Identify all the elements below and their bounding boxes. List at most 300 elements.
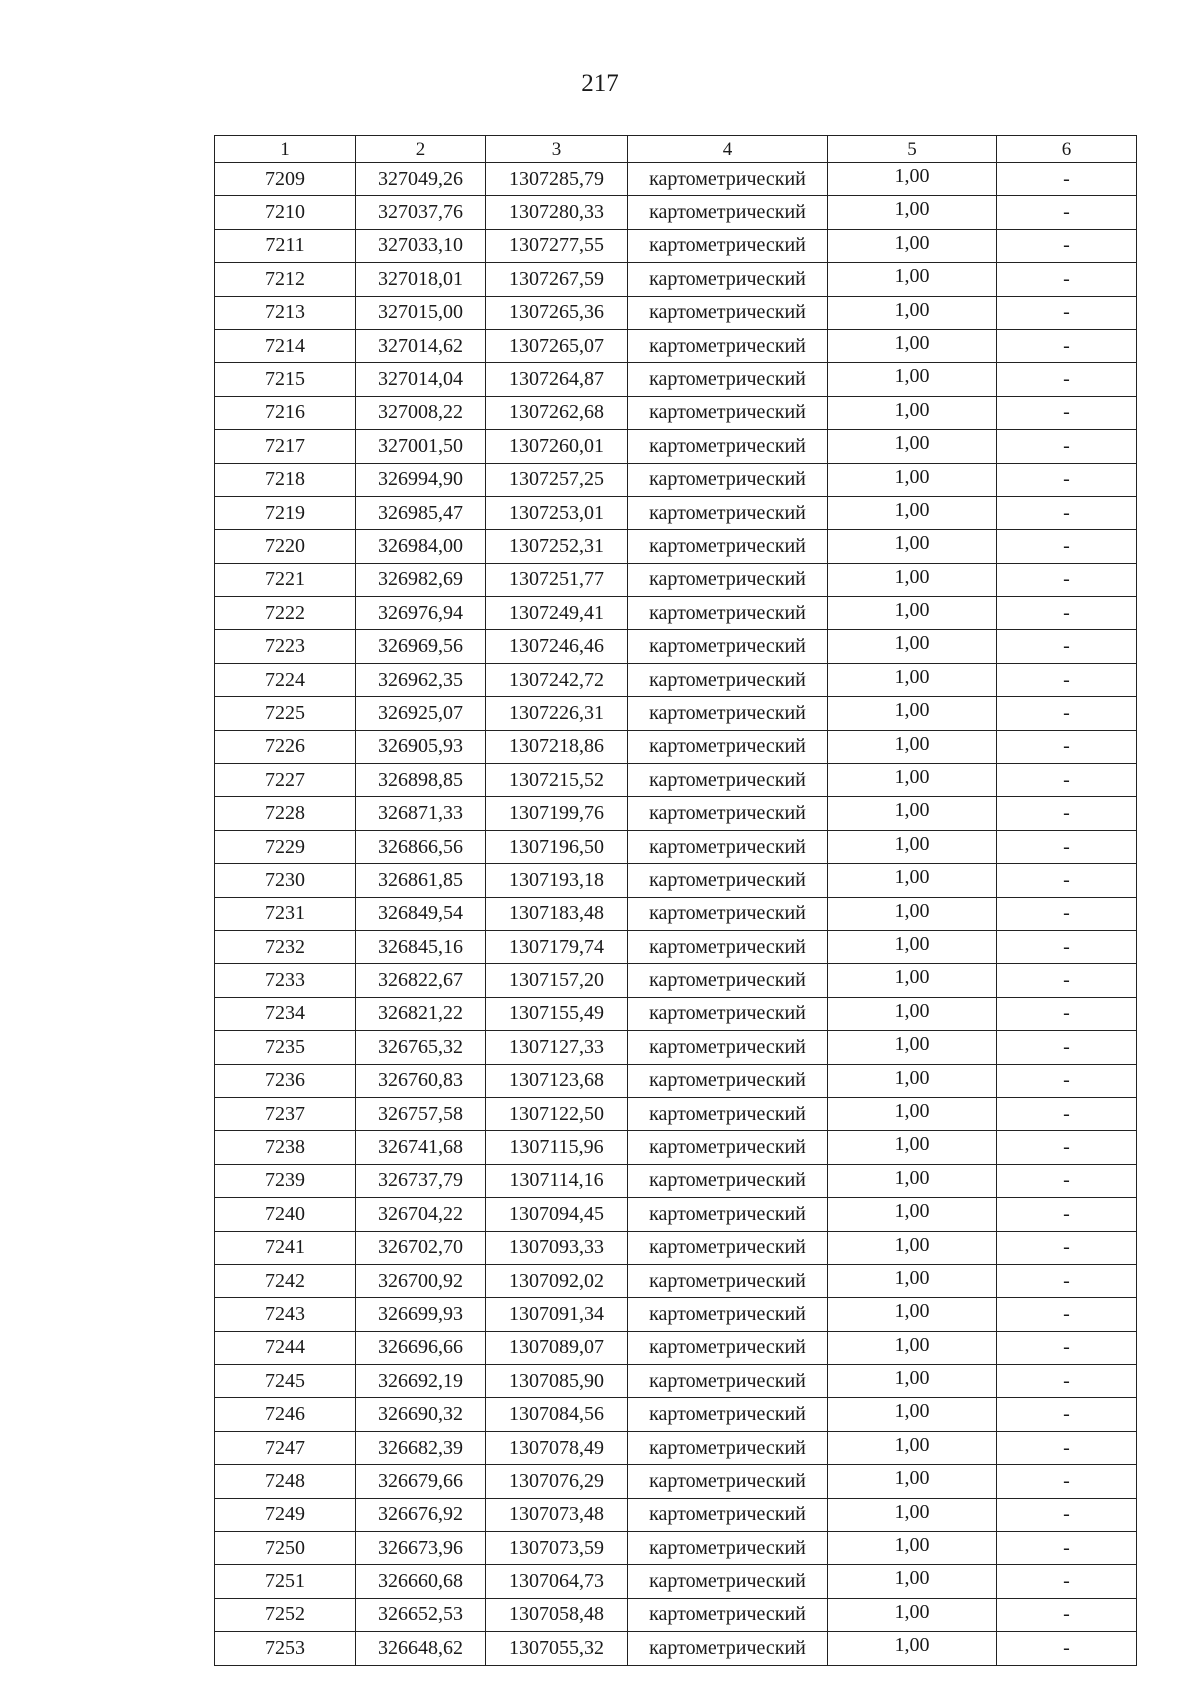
cell-precision: 1,00 [828, 363, 997, 396]
cell-coord-y: 1307196,50 [486, 830, 628, 863]
table-row [215, 1231, 1137, 1264]
cell-coord-x: 326741,68 [356, 1131, 486, 1164]
cell-coord-y: 1307073,59 [486, 1532, 628, 1565]
cell-precision: 1,00 [828, 1632, 997, 1665]
cell-method: картометрический [628, 1598, 828, 1631]
cell-precision: 1,00 [828, 329, 997, 362]
cell-point-number: 7249 [215, 1498, 356, 1531]
cell-coord-y: 1307058,48 [486, 1598, 628, 1631]
cell-precision: 1,00 [828, 1198, 997, 1231]
cell-note: - [997, 229, 1137, 262]
cell-note: - [997, 1598, 1137, 1631]
cell-precision: 1,00 [828, 597, 997, 630]
table-row [215, 697, 1137, 730]
cell-precision: 1,00 [828, 1264, 997, 1297]
table-row [215, 1532, 1137, 1565]
cell-method: картометрический [628, 1198, 828, 1231]
cell-coord-x: 327001,50 [356, 430, 486, 463]
cell-method: картометрический [628, 1231, 828, 1264]
cell-coord-x: 327037,76 [356, 196, 486, 229]
header-col-6: 6 [997, 136, 1137, 163]
table-row [215, 296, 1137, 329]
cell-precision: 1,00 [828, 797, 997, 830]
cell-point-number: 7209 [215, 163, 356, 196]
cell-note: - [997, 597, 1137, 630]
cell-note: - [997, 1264, 1137, 1297]
cell-coord-x: 326898,85 [356, 764, 486, 797]
cell-coord-x: 327049,26 [356, 163, 486, 196]
cell-method: картометрический [628, 1465, 828, 1498]
cell-point-number: 7252 [215, 1598, 356, 1631]
table-row [215, 630, 1137, 663]
cell-method: картометрический [628, 1264, 828, 1297]
cell-coord-x: 326822,67 [356, 964, 486, 997]
cell-coord-x: 326985,47 [356, 496, 486, 529]
cell-note: - [997, 1064, 1137, 1097]
cell-precision: 1,00 [828, 997, 997, 1030]
cell-coord-x: 326765,32 [356, 1031, 486, 1064]
table-row [215, 496, 1137, 529]
header-col-2: 2 [356, 136, 486, 163]
cell-coord-x: 327033,10 [356, 229, 486, 262]
cell-method: картометрический [628, 897, 828, 930]
cell-coord-y: 1307246,46 [486, 630, 628, 663]
table-row [215, 1031, 1137, 1064]
cell-coord-y: 1307114,16 [486, 1164, 628, 1197]
cell-precision: 1,00 [828, 697, 997, 730]
cell-point-number: 7224 [215, 663, 356, 696]
cell-method: картометрический [628, 663, 828, 696]
cell-method: картометрический [628, 229, 828, 262]
cell-coord-y: 1307084,56 [486, 1398, 628, 1431]
cell-coord-x: 327008,22 [356, 396, 486, 429]
cell-precision: 1,00 [828, 830, 997, 863]
table-row [215, 1131, 1137, 1164]
cell-precision: 1,00 [828, 163, 997, 196]
cell-method: картометрический [628, 730, 828, 763]
cell-point-number: 7234 [215, 997, 356, 1030]
cell-coord-y: 1307155,49 [486, 997, 628, 1030]
header-col-4: 4 [628, 136, 828, 163]
cell-precision: 1,00 [828, 1532, 997, 1565]
cell-coord-y: 1307260,01 [486, 430, 628, 463]
cell-point-number: 7223 [215, 630, 356, 663]
cell-note: - [997, 1398, 1137, 1431]
page-number: 217 [581, 70, 619, 97]
table-row [215, 1465, 1137, 1498]
cell-precision: 1,00 [828, 396, 997, 429]
cell-coord-x: 326757,58 [356, 1097, 486, 1130]
header-col-3: 3 [486, 136, 628, 163]
cell-method: картометрический [628, 196, 828, 229]
table-row [215, 1598, 1137, 1631]
cell-precision: 1,00 [828, 1365, 997, 1398]
cell-point-number: 7235 [215, 1031, 356, 1064]
cell-coord-y: 1307064,73 [486, 1565, 628, 1598]
table-row [215, 597, 1137, 630]
cell-note: - [997, 1632, 1137, 1665]
cell-coord-y: 1307252,31 [486, 530, 628, 563]
cell-note: - [997, 797, 1137, 830]
table-row [215, 163, 1137, 196]
cell-note: - [997, 463, 1137, 496]
cell-method: картометрический [628, 630, 828, 663]
table-row [215, 1264, 1137, 1297]
table-row [215, 864, 1137, 897]
cell-note: - [997, 1231, 1137, 1264]
cell-point-number: 7230 [215, 864, 356, 897]
cell-coord-y: 1307183,48 [486, 897, 628, 930]
cell-precision: 1,00 [828, 1064, 997, 1097]
cell-point-number: 7248 [215, 1465, 356, 1498]
cell-point-number: 7227 [215, 764, 356, 797]
cell-point-number: 7253 [215, 1632, 356, 1665]
cell-point-number: 7216 [215, 396, 356, 429]
cell-coord-x: 326760,83 [356, 1064, 486, 1097]
cell-note: - [997, 997, 1137, 1030]
cell-note: - [997, 196, 1137, 229]
coordinates-table [214, 135, 1137, 1666]
cell-coord-x: 326699,93 [356, 1298, 486, 1331]
cell-note: - [997, 697, 1137, 730]
table-row [215, 797, 1137, 830]
cell-coord-x: 326704,22 [356, 1198, 486, 1231]
cell-coord-x: 326696,66 [356, 1331, 486, 1364]
cell-coord-y: 1307193,18 [486, 864, 628, 897]
cell-method: картометрический [628, 296, 828, 329]
cell-precision: 1,00 [828, 530, 997, 563]
cell-coord-x: 326962,35 [356, 663, 486, 696]
cell-point-number: 7241 [215, 1231, 356, 1264]
cell-note: - [997, 1498, 1137, 1531]
cell-point-number: 7222 [215, 597, 356, 630]
cell-point-number: 7237 [215, 1097, 356, 1130]
cell-precision: 1,00 [828, 630, 997, 663]
table-row [215, 430, 1137, 463]
cell-point-number: 7213 [215, 296, 356, 329]
cell-note: - [997, 263, 1137, 296]
table-row [215, 663, 1137, 696]
cell-point-number: 7239 [215, 1164, 356, 1197]
cell-coord-x: 326673,96 [356, 1532, 486, 1565]
table-row [215, 263, 1137, 296]
cell-coord-x: 327014,04 [356, 363, 486, 396]
cell-method: картометрический [628, 1031, 828, 1064]
cell-coord-y: 1307265,07 [486, 329, 628, 362]
cell-coord-x: 327014,62 [356, 329, 486, 362]
cell-point-number: 7215 [215, 363, 356, 396]
cell-method: картометрический [628, 329, 828, 362]
cell-method: картометрический [628, 964, 828, 997]
cell-method: картометрический [628, 1131, 828, 1164]
cell-point-number: 7243 [215, 1298, 356, 1331]
cell-point-number: 7245 [215, 1365, 356, 1398]
cell-coord-y: 1307242,72 [486, 663, 628, 696]
cell-coord-y: 1307226,31 [486, 697, 628, 730]
cell-precision: 1,00 [828, 463, 997, 496]
cell-note: - [997, 930, 1137, 963]
cell-note: - [997, 1131, 1137, 1164]
cell-coord-y: 1307092,02 [486, 1264, 628, 1297]
cell-coord-x: 326976,94 [356, 597, 486, 630]
cell-method: картометрический [628, 1064, 828, 1097]
cell-point-number: 7236 [215, 1064, 356, 1097]
cell-coord-x: 326702,70 [356, 1231, 486, 1264]
cell-method: картометрический [628, 530, 828, 563]
cell-note: - [997, 663, 1137, 696]
cell-coord-y: 1307265,36 [486, 296, 628, 329]
table-row [215, 964, 1137, 997]
cell-note: - [997, 296, 1137, 329]
cell-coord-x: 326861,85 [356, 864, 486, 897]
cell-method: картометрический [628, 1398, 828, 1431]
table-body [215, 163, 1137, 1666]
cell-coord-x: 327018,01 [356, 263, 486, 296]
cell-note: - [997, 163, 1137, 196]
cell-coord-y: 1307089,07 [486, 1331, 628, 1364]
cell-note: - [997, 1431, 1137, 1464]
cell-method: картометрический [628, 1164, 828, 1197]
cell-point-number: 7240 [215, 1198, 356, 1231]
cell-method: картометрический [628, 930, 828, 963]
cell-precision: 1,00 [828, 1031, 997, 1064]
cell-note: - [997, 1298, 1137, 1331]
table-row [215, 196, 1137, 229]
cell-point-number: 7244 [215, 1331, 356, 1364]
header-col-1: 1 [215, 136, 356, 163]
cell-point-number: 7238 [215, 1131, 356, 1164]
cell-note: - [997, 630, 1137, 663]
cell-method: картометрический [628, 864, 828, 897]
cell-coord-x: 326821,22 [356, 997, 486, 1030]
cell-precision: 1,00 [828, 196, 997, 229]
table-row [215, 764, 1137, 797]
cell-note: - [997, 496, 1137, 529]
cell-coord-y: 1307264,87 [486, 363, 628, 396]
cell-method: картометрический [628, 797, 828, 830]
cell-method: картометрический [628, 163, 828, 196]
cell-precision: 1,00 [828, 1164, 997, 1197]
cell-coord-y: 1307115,96 [486, 1131, 628, 1164]
cell-note: - [997, 730, 1137, 763]
table-row [215, 830, 1137, 863]
table-row [215, 930, 1137, 963]
cell-coord-x: 327015,00 [356, 296, 486, 329]
cell-note: - [997, 1198, 1137, 1231]
cell-coord-x: 326994,90 [356, 463, 486, 496]
cell-method: картометрический [628, 1632, 828, 1665]
header-col-5: 5 [828, 136, 997, 163]
cell-note: - [997, 396, 1137, 429]
cell-precision: 1,00 [828, 296, 997, 329]
cell-coord-x: 326845,16 [356, 930, 486, 963]
cell-note: - [997, 1565, 1137, 1598]
cell-precision: 1,00 [828, 663, 997, 696]
cell-point-number: 7231 [215, 897, 356, 930]
table-header-row [215, 136, 1137, 163]
cell-method: картометрический [628, 997, 828, 1030]
cell-coord-x: 326737,79 [356, 1164, 486, 1197]
table-row [215, 363, 1137, 396]
cell-coord-y: 1307055,32 [486, 1632, 628, 1665]
cell-point-number: 7228 [215, 797, 356, 830]
table-row [215, 1398, 1137, 1431]
cell-precision: 1,00 [828, 897, 997, 930]
cell-coord-x: 326984,00 [356, 530, 486, 563]
cell-coord-x: 326925,07 [356, 697, 486, 730]
cell-coord-y: 1307073,48 [486, 1498, 628, 1531]
cell-precision: 1,00 [828, 1097, 997, 1130]
cell-note: - [997, 329, 1137, 362]
cell-method: картометрический [628, 697, 828, 730]
table-row [215, 997, 1137, 1030]
cell-precision: 1,00 [828, 229, 997, 262]
cell-precision: 1,00 [828, 1298, 997, 1331]
cell-point-number: 7247 [215, 1431, 356, 1464]
cell-point-number: 7214 [215, 329, 356, 362]
cell-method: картометрический [628, 496, 828, 529]
table-row [215, 329, 1137, 362]
cell-point-number: 7233 [215, 964, 356, 997]
table-row [215, 530, 1137, 563]
cell-coord-y: 1307085,90 [486, 1365, 628, 1398]
cell-precision: 1,00 [828, 1398, 997, 1431]
cell-precision: 1,00 [828, 1465, 997, 1498]
table-row [215, 1498, 1137, 1531]
cell-precision: 1,00 [828, 764, 997, 797]
table-row [215, 1198, 1137, 1231]
cell-method: картометрический [628, 463, 828, 496]
cell-point-number: 7242 [215, 1264, 356, 1297]
cell-point-number: 7220 [215, 530, 356, 563]
cell-note: - [997, 864, 1137, 897]
cell-note: - [997, 430, 1137, 463]
cell-coord-y: 1307091,34 [486, 1298, 628, 1331]
cell-point-number: 7251 [215, 1565, 356, 1598]
cell-method: картометрический [628, 830, 828, 863]
cell-coord-y: 1307218,86 [486, 730, 628, 763]
cell-note: - [997, 1164, 1137, 1197]
table-row [215, 1164, 1137, 1197]
cell-method: картометрический [628, 1532, 828, 1565]
table-row [215, 1064, 1137, 1097]
cell-coord-y: 1307076,29 [486, 1465, 628, 1498]
cell-precision: 1,00 [828, 964, 997, 997]
cell-precision: 1,00 [828, 430, 997, 463]
cell-note: - [997, 1365, 1137, 1398]
cell-coord-y: 1307215,52 [486, 764, 628, 797]
cell-point-number: 7250 [215, 1532, 356, 1565]
table-row [215, 1298, 1137, 1331]
cell-point-number: 7226 [215, 730, 356, 763]
cell-method: картометрический [628, 1365, 828, 1398]
cell-coord-y: 1307157,20 [486, 964, 628, 997]
cell-coord-y: 1307094,45 [486, 1198, 628, 1231]
cell-coord-y: 1307249,41 [486, 597, 628, 630]
cell-note: - [997, 530, 1137, 563]
cell-precision: 1,00 [828, 730, 997, 763]
cell-note: - [997, 830, 1137, 863]
cell-coord-x: 326676,92 [356, 1498, 486, 1531]
cell-coord-y: 1307093,33 [486, 1231, 628, 1264]
cell-coord-y: 1307262,68 [486, 396, 628, 429]
cell-method: картометрический [628, 430, 828, 463]
table-row [215, 1331, 1137, 1364]
cell-coord-x: 326648,62 [356, 1632, 486, 1665]
cell-note: - [997, 964, 1137, 997]
cell-precision: 1,00 [828, 1498, 997, 1531]
cell-method: картометрический [628, 1565, 828, 1598]
cell-coord-x: 326679,66 [356, 1465, 486, 1498]
cell-coord-x: 326692,19 [356, 1365, 486, 1398]
cell-precision: 1,00 [828, 1431, 997, 1464]
cell-coord-x: 326652,53 [356, 1598, 486, 1631]
cell-note: - [997, 1031, 1137, 1064]
cell-note: - [997, 764, 1137, 797]
cell-coord-x: 326690,32 [356, 1398, 486, 1431]
cell-coord-y: 1307257,25 [486, 463, 628, 496]
cell-method: картометрический [628, 1431, 828, 1464]
table-row [215, 1565, 1137, 1598]
cell-precision: 1,00 [828, 930, 997, 963]
cell-note: - [997, 563, 1137, 596]
cell-precision: 1,00 [828, 1598, 997, 1631]
cell-precision: 1,00 [828, 1131, 997, 1164]
table-row [215, 730, 1137, 763]
cell-method: картометрический [628, 563, 828, 596]
table-header [215, 136, 1137, 163]
cell-note: - [997, 363, 1137, 396]
cell-method: картометрический [628, 396, 828, 429]
cell-method: картометрический [628, 1498, 828, 1531]
cell-coord-y: 1307253,01 [486, 496, 628, 529]
cell-precision: 1,00 [828, 1565, 997, 1598]
cell-point-number: 7232 [215, 930, 356, 963]
cell-coord-x: 326682,39 [356, 1431, 486, 1464]
table-row [215, 1431, 1137, 1464]
cell-coord-y: 1307199,76 [486, 797, 628, 830]
table-row [215, 563, 1137, 596]
cell-method: картометрический [628, 1331, 828, 1364]
table-row [215, 1632, 1137, 1665]
cell-point-number: 7229 [215, 830, 356, 863]
cell-note: - [997, 1465, 1137, 1498]
cell-point-number: 7210 [215, 196, 356, 229]
cell-note: - [997, 897, 1137, 930]
table-row [215, 1097, 1137, 1130]
cell-coord-x: 326849,54 [356, 897, 486, 930]
table-row [215, 396, 1137, 429]
cell-precision: 1,00 [828, 496, 997, 529]
cell-precision: 1,00 [828, 1331, 997, 1364]
cell-method: картометрический [628, 1298, 828, 1331]
cell-point-number: 7225 [215, 697, 356, 730]
cell-coord-y: 1307267,59 [486, 263, 628, 296]
cell-coord-x: 326700,92 [356, 1264, 486, 1297]
cell-method: картометрический [628, 597, 828, 630]
cell-coord-y: 1307277,55 [486, 229, 628, 262]
cell-precision: 1,00 [828, 864, 997, 897]
cell-coord-x: 326660,68 [356, 1565, 486, 1598]
cell-coord-y: 1307122,50 [486, 1097, 628, 1130]
cell-note: - [997, 1097, 1137, 1130]
cell-coord-x: 326969,56 [356, 630, 486, 663]
cell-coord-y: 1307280,33 [486, 196, 628, 229]
cell-point-number: 7221 [215, 563, 356, 596]
cell-precision: 1,00 [828, 563, 997, 596]
table-row [215, 897, 1137, 930]
cell-precision: 1,00 [828, 263, 997, 296]
